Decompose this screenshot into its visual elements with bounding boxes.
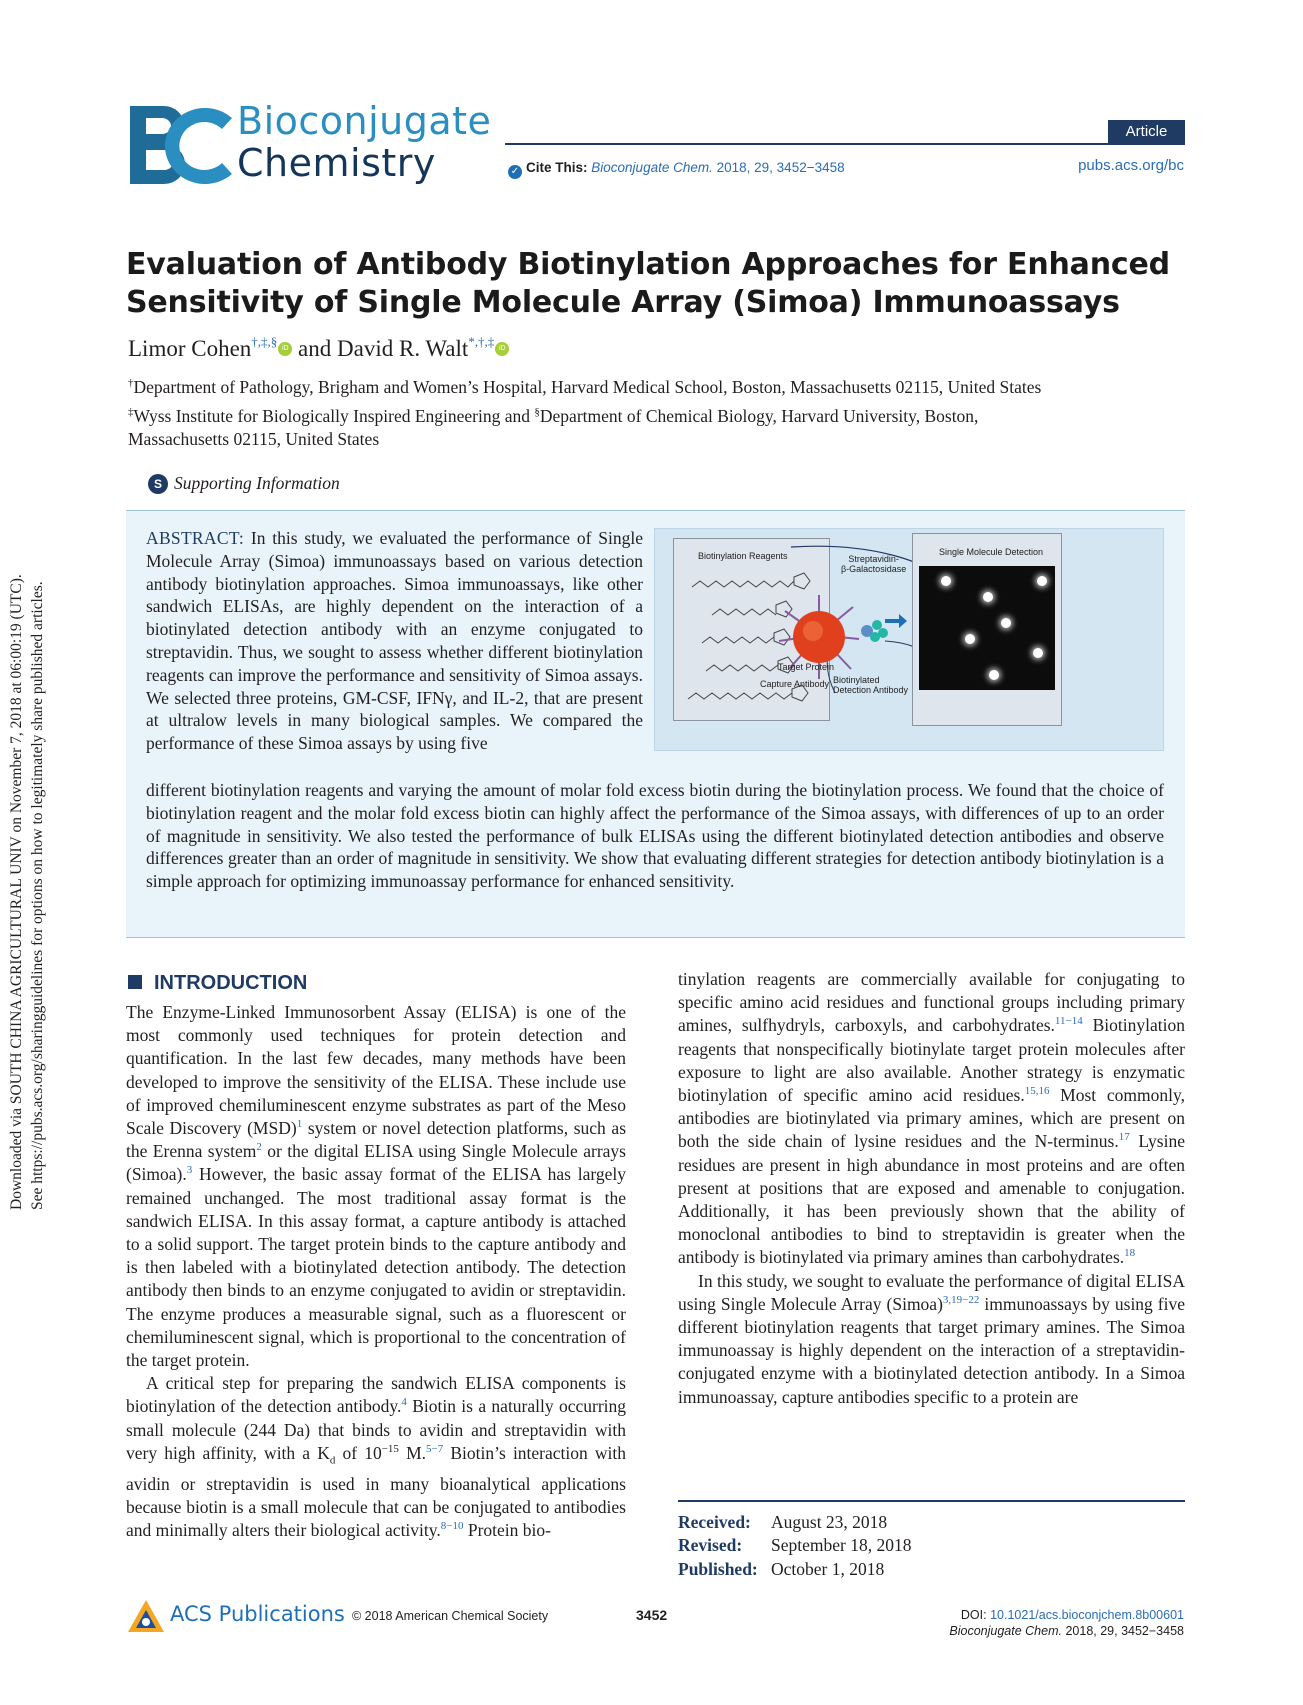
- published-row: [678, 1558, 911, 1581]
- cite-label: Cite This:: [526, 160, 588, 175]
- streptavidin-label: [841, 554, 906, 574]
- author-affil-marks: †,‡,§: [251, 334, 278, 349]
- text-run: Biotinylation reagents that nonspecifically biotinylate target protein molecules after exposure to light are also available. Another strategy is enzymatic biotinylation of specific amino acid residues.: [678, 1015, 1185, 1106]
- text-run: The Enzyme-Linked Immunosorbent Assay (ELISA) is one of the most commonly used techniques for protein detection and quantification. In the last few decades, many methods have been developed to improve the sensitivity of the ELISA. These include use of improved chemiluminescent enzyme substrates as part of the Meso Scale Discovery (MSD): [126, 1002, 626, 1139]
- streptavidin-line1: Streptavidin-: [848, 554, 899, 564]
- text-run: A critical step for preparing the sandwich ELISA components is biotinylation of the detection antibody.: [126, 1373, 626, 1417]
- abstract-body: In this study, we evaluated the performance of Single Molecule Array (Simoa) immunoassays based on various detection antibody biotinylation approaches. Simoa immunoassays, like other sandwich ELISAs, are highly dependent on the interaction of a biotinylated detection antibody with an enzyme conjugated to streptavidin. Thus, we sought to assess whether different biotinylation reagents can improve the performance and sensitivity of Simoa assays. We selected three proteins, GM-CSF, IFNγ, and IL-2, that are present at ultralow levels in many biological samples. We compared the performance of these Simoa assays by using five: [146, 528, 643, 754]
- dates-rule: [678, 1500, 1185, 1502]
- citation-link[interactable]: 1: [296, 1118, 303, 1131]
- revised-label: Revised:: [678, 1535, 743, 1556]
- affil-text: Massachusetts 02115, United States: [128, 429, 380, 449]
- cite-volume[interactable]: 2018, 29, 3452−3458: [716, 160, 845, 175]
- citation-link[interactable]: 17: [1118, 1131, 1130, 1144]
- doi-link[interactable]: 10.1021/acs.bioconjchem.8b00601: [990, 1608, 1184, 1622]
- affil-text: Wyss Institute for Biologically Inspired Engineering and: [133, 406, 531, 426]
- signal-spot: [1037, 576, 1047, 586]
- capture-antibody-label: Capture Antibody: [760, 679, 830, 689]
- affil-mark: †: [128, 377, 134, 389]
- paragraph: [126, 1001, 626, 1372]
- paragraph: [678, 1270, 1185, 1409]
- article-type-badge: Article: [1108, 120, 1185, 144]
- publication-dates: [678, 1511, 911, 1581]
- text-run: immunoassays by using five different biotinylation reagents that target primary amines. The Simoa immunoassay is highly dependent on the interaction of a streptavidin-conjugated enzyme with a biotinylated detection antibody. In a Simoa immunoassay, capture antibodies specific to a protein are: [678, 1293, 1185, 1407]
- arrow-right-icon: [885, 613, 909, 629]
- text-run: of 10: [335, 1442, 382, 1463]
- paragraph: [126, 1372, 626, 1542]
- array-image: [919, 566, 1055, 690]
- cite-this[interactable]: [508, 160, 845, 179]
- body-column-right: [678, 968, 1185, 1409]
- supporting-info-icon: S: [148, 474, 168, 494]
- affil-text: Department of Chemical Biology, Harvard University, Boston,: [539, 406, 979, 426]
- citation-link[interactable]: 5−7: [426, 1442, 444, 1455]
- citation-link[interactable]: 8−10: [440, 1519, 464, 1532]
- author-list: [128, 334, 509, 362]
- journal-name: [237, 100, 491, 184]
- signal-spot: [1033, 648, 1043, 658]
- acs-publications-wordmark[interactable]: ACS Publications: [170, 1602, 345, 1626]
- header-rule: [505, 143, 1185, 145]
- signal-spot: [965, 634, 975, 644]
- kd-subscript: d: [329, 1454, 336, 1467]
- download-notice-line1: Downloaded via SOUTH CHINA AGRICULTURAL UNIV on November 7, 2018 at 06:00:19 (UTC).: [8, 574, 25, 1210]
- text-run: M.: [398, 1442, 427, 1463]
- author-name[interactable]: Limor Cohen: [128, 336, 252, 361]
- published-label: Published:: [678, 1558, 758, 1579]
- cite-journal[interactable]: Bioconjugate Chem.: [591, 160, 713, 175]
- supporting-info-label[interactable]: Supporting Information: [174, 473, 340, 493]
- abstract-text-part1: [146, 527, 643, 755]
- published-date: October 1, 2018: [771, 1558, 885, 1579]
- text-run: Lysine residues are present in high abundance in most proteins and are often present at positions that are exposed and amenable to conjugation. Additionally, it has been previously shown that the ability of monoclonal antibodies to bind to streptavidin is greater when the antibody is biotinylated via primary amines than carbohydrates.: [678, 1131, 1185, 1268]
- detection-panel-label: Single Molecule Detection: [939, 547, 1044, 557]
- affil-mark: §: [534, 406, 540, 418]
- author-conjunction: and: [298, 336, 332, 361]
- target-protein-label: Target Protein: [778, 662, 835, 672]
- citation-link[interactable]: 3: [186, 1164, 193, 1177]
- paragraph: [678, 968, 1185, 1270]
- check-icon: ✓: [508, 165, 522, 179]
- journal-name-line2: Chemistry: [237, 141, 436, 185]
- toc-graphic: [654, 528, 1164, 751]
- signal-spot: [983, 592, 993, 602]
- citation-link[interactable]: 15,16: [1024, 1085, 1050, 1098]
- page-number: 3452: [636, 1607, 668, 1623]
- detection-antibody-line1: Biotinylated: [833, 675, 880, 685]
- revised-row: [678, 1534, 911, 1557]
- acs-logo-icon[interactable]: [126, 1598, 166, 1638]
- section-heading-introduction: [128, 972, 307, 995]
- article-title: Evaluation of Antibody Biotinylation Approaches for Enhanced Sensitivity of Single Molecule Array (Simoa) Immunoassays: [126, 247, 1170, 320]
- author-affil-marks: *,†,‡: [468, 334, 495, 349]
- detection-antibody-line2: Detection Antibody: [833, 685, 909, 695]
- abstract-label: ABSTRACT:: [146, 528, 245, 548]
- affiliation-1: [128, 372, 1188, 399]
- received-date: August 23, 2018: [771, 1512, 888, 1532]
- received-label: Received:: [678, 1512, 751, 1532]
- received-row: [678, 1511, 911, 1534]
- citation-link[interactable]: 4: [401, 1396, 407, 1409]
- citation-link[interactable]: 3,19−22: [942, 1293, 980, 1306]
- journal-name-line1: Bioconjugate: [237, 99, 492, 143]
- section-square-icon: [128, 975, 142, 989]
- detection-panel: [912, 533, 1062, 726]
- footer-volume: 2018, 29, 3452−3458: [1065, 1624, 1184, 1638]
- text-run: However, the basic assay format of the ELISA has largely remained unchanged. The most traditional assay format is the sandwich ELISA. In this assay format, a capture antibody is attached to a solid support. The target protein binds to the capture antibody and is then labeled with a biotinylated detection antibody. The detection antibody then binds to an enzyme conjugated to avidin or streptavidin. The enzyme produces a measurable signal, such as a fluorescent or chemiluminescent signal, which is proportional to the concentration of the target protein.: [126, 1164, 626, 1371]
- text-run: Most commonly, antibodies are biotinylated via primary amines, which are present on both the side chain of lysine residues and the N-terminus.: [678, 1085, 1185, 1152]
- citation-link[interactable]: 11−14: [1054, 1015, 1083, 1028]
- orcid-icon[interactable]: iD: [495, 342, 509, 356]
- copyright: © 2018 American Chemical Society: [352, 1609, 549, 1623]
- affil-mark: ‡: [128, 406, 134, 418]
- footer-doi: [949, 1607, 1184, 1639]
- detection-antibody-label: [833, 675, 908, 695]
- footer-journal: Bioconjugate Chem.: [949, 1624, 1062, 1638]
- text-run: tinylation reagents are commercially available for conjugating to specific amino acid residues and functional groups including primary amines, sulfhydryls, carboxyls, and carbohydrates.: [678, 969, 1185, 1036]
- signal-spot: [989, 670, 999, 680]
- affil-text: Department of Pathology, Brigham and Women’s Hospital, Harvard Medical School, Boston, Massachusetts 02115, United States: [133, 377, 1042, 397]
- text-run: Biotin is a naturally occurring small molecule (244 Da) that binds to avidin and streptavidin with very high affinity, with a K: [126, 1396, 627, 1463]
- signal-spot: [1001, 618, 1011, 628]
- text-run: In this study, we sought to evaluate the performance of digital ELISA using Single Molecule Array (Simoa): [678, 1270, 1185, 1314]
- section-heading-text: INTRODUCTION: [154, 972, 308, 994]
- streptavidin-line2: β-Galactosidase: [841, 564, 907, 574]
- download-notice-line2: See https://pubs.acs.org/sharingguidelines for options on how to legitimately share published articles.: [29, 581, 46, 1210]
- body-column-left: [126, 1001, 626, 1542]
- text-run: or the digital ELISA using Single Molecule arrays (Simoa).: [126, 1141, 626, 1185]
- signal-spot: [941, 576, 951, 586]
- doi-label: DOI:: [960, 1608, 987, 1622]
- citation-link[interactable]: 2: [256, 1141, 262, 1154]
- text-run: system or novel detection platforms, such as the Erenna system: [126, 1118, 627, 1162]
- supporting-info-link[interactable]: [148, 473, 340, 494]
- exponent: −15: [381, 1442, 399, 1455]
- text-run: Biotin’s interaction with avidin or streptavidin is used in many bioanalytical applications because biotin is a small molecule that can be conjugated to antibodies and minimally alters their biological activity.: [126, 1442, 627, 1540]
- orcid-icon[interactable]: iD: [278, 342, 292, 356]
- download-notice: [6, 450, 48, 1210]
- affiliation-2: [128, 401, 1188, 451]
- author-name[interactable]: David R. Walt: [337, 336, 469, 361]
- text-run: Protein bio-: [463, 1519, 551, 1540]
- journal-url-link[interactable]: pubs.acs.org/bc: [1078, 157, 1184, 174]
- abstract-text-part2: different biotinylation reagents and varying the amount of molar fold excess biotin during the biotinylation process. We found that the choice of biotinylation reagent and the molar fold excess biotin can highly affect the performance of the Simoa assays, with differences of up to an order of magnitude in sensitivity. We also tested the performance of bulk ELISAs using the different biotinylated detection antibodies and observe differences greater than an order of magnitude in sensitivity. We show that evaluating different strategies for detection antibody biotinylation is a simple approach for optimizing immunoassay performance for enhanced sensitivity.: [146, 780, 1164, 892]
- revised-date: September 18, 2018: [771, 1535, 912, 1556]
- citation-link[interactable]: 18: [1124, 1247, 1136, 1260]
- reagents-panel-label: Biotinylation Reagents: [698, 551, 788, 561]
